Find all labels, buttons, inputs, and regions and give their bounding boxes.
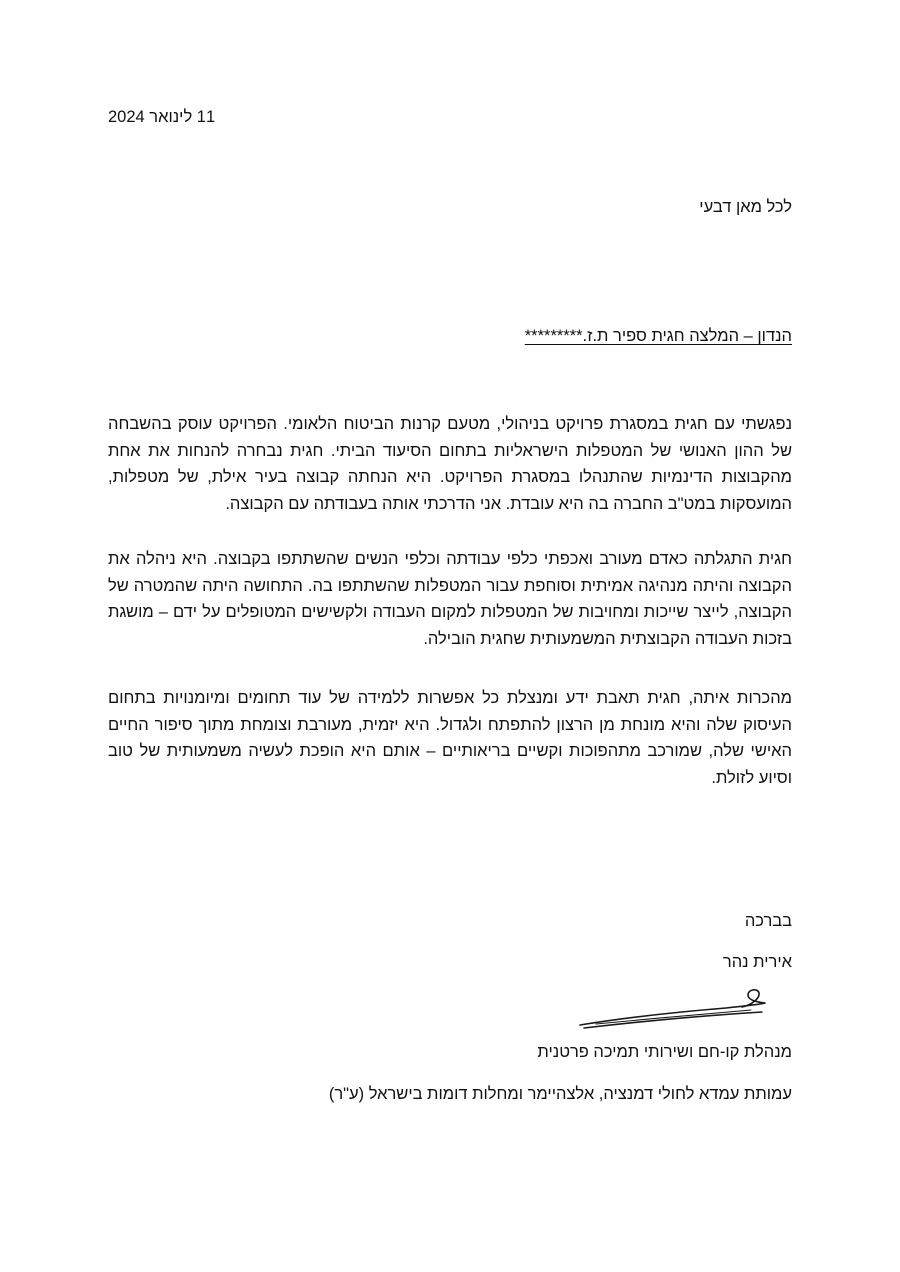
body-paragraph-3: מהכרות איתה, חגית תאבת ידע ומנצלת כל אפשרות ללמידה של עוד תחומים ומיומנויות בתחום העיסוק שלה והיא מונחת מן הרצון להתפתח ולגדול. היא יזמית, מעורבת וצומחת מתוך סיפור החיים האישי שלה, שמורכב מתהפוכות וקשיים בריאותיים – אותם היא הופכת לעשיה משמעותית של טוב וסיוע לזולת. bbox=[108, 689, 792, 787]
signer-name: אירית נהר bbox=[722, 953, 792, 971]
body-paragraph-1: נפגשתי עם חגית במסגרת פרויקט בניהולי, מטעם קרנות הביטוח הלאומי. הפרויקט עוסק בהשבחה של ההון האנושי של המטפלות הישראליות בתחום הסיעוד הביתי. חגית נבחרה להנחות את אחת מהקבוצות הדינמיות שהתנהלו במסגרת הפרויקט. היא הנחתה קבוצה בעיר אילת, של מטפלות, המועסקות במט"ב החברה בה היא עובדת. אני הדרכתי אותה בעבודתה עם הקבוצה. bbox=[108, 415, 792, 513]
letter-date: 11 לינואר 2024 bbox=[108, 108, 216, 126]
signer-role: מנהלת קו-חם ושירותי תמיכה פרטנית bbox=[537, 1043, 792, 1061]
letter-subject: הנדון – המלצה חגית ספיר ת.ז.********* bbox=[524, 327, 792, 345]
signature-stroke bbox=[580, 990, 765, 1028]
closing-greeting: בברכה bbox=[744, 912, 792, 930]
letter-recipient: לכל מאן דבעי bbox=[699, 198, 792, 216]
body-paragraph-2: חגית התגלתה כאדם מעורב ואכפתי כלפי עבודתה וכלפי הנשים שהשתתפו בקבוצה. היא ניהלה את הקבוצה והיתה מנהיגה אמיתית וסוחפת עבור המטפלות שהשתתפו בה. התחושה היתה שהמטרה של הקבוצה, לייצר שייכות ומחויבות של המטפלות למקום העבודה ולקשישים המטופלים על ידם – מושגת בזכות העבודה הקבוצתית המשמעותית שחגית הובילה. bbox=[108, 550, 792, 648]
handwritten-signature bbox=[576, 986, 772, 1034]
organization-name: עמותת עמדא לחולי דמנציה, אלצהיימר ומחלות דומות בישראל (ע"ר) bbox=[328, 1085, 792, 1103]
